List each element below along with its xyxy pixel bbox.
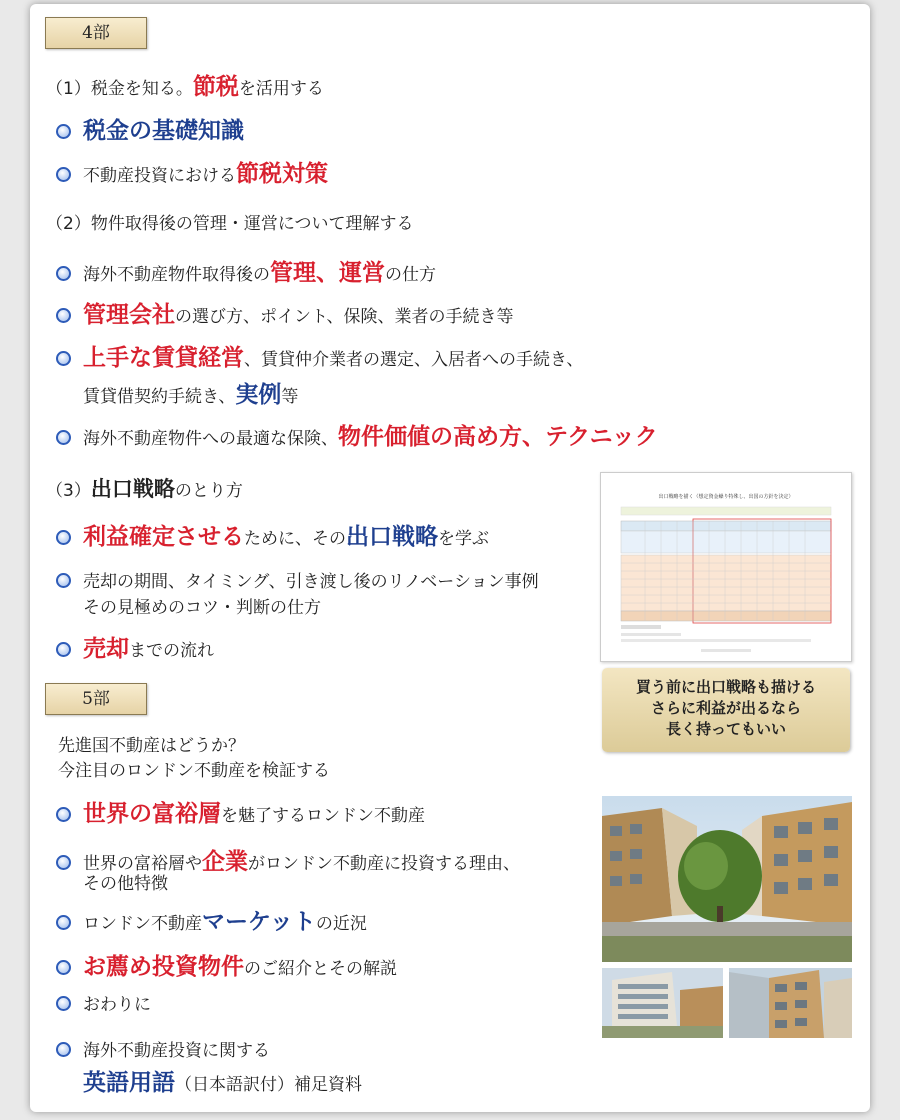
bullet-icon	[56, 915, 71, 930]
list-item-continuation: 英語用語（日本語訳付）補足資料	[83, 1069, 362, 1096]
list-item: 売却までの流れ	[56, 630, 214, 663]
callout-line: さらに利益が出るなら	[650, 699, 801, 717]
part-5-intro-line: 今注目のロンドン不動産を検証する	[58, 761, 330, 781]
exit-strategy-callout	[602, 668, 850, 752]
bullet-icon	[56, 308, 71, 323]
list-item: ロンドン不動産マーケットの近況	[56, 903, 367, 936]
bullet-icon	[56, 430, 71, 445]
bullet-icon	[56, 1042, 71, 1057]
bullet-icon	[56, 855, 71, 870]
bullet-icon	[56, 530, 71, 545]
bullet-icon	[56, 266, 71, 281]
part-5-intro-line: 先進国不動産はどうか？	[58, 736, 245, 756]
callout-line: 長く持ってもいい	[665, 720, 786, 738]
bullet-icon	[56, 124, 71, 139]
list-item: 上手な賃貸経営、賃貸仲介業者の選定、入居者への手続き、	[56, 339, 583, 372]
list-item: 管理会社の選び方、ポイント、保険、業者の手続き等	[56, 296, 513, 329]
bullet-icon	[56, 167, 71, 182]
list-item: 世界の富裕層を魅了するロンドン不動産	[56, 795, 425, 828]
bullet-icon	[56, 642, 71, 657]
bullet-icon	[56, 960, 71, 975]
list-item: 海外不動産物件への最適な保険、物件価値の高め方、テクニック	[56, 418, 658, 451]
callout-line: 買う前に出口戦略も描ける	[635, 678, 816, 696]
london-building-photo	[602, 796, 852, 962]
london-building-photo	[729, 968, 852, 1038]
spreadsheet-title: 出口戦略を描く（想定資金繰り特殊し、出国の方針を決定）	[658, 494, 794, 500]
list-item-continuation: その他特徴	[83, 874, 168, 894]
spreadsheet-grid	[601, 473, 851, 661]
list-item: 売却の期間、タイミング、引き渡し後のリノベーション事例	[56, 567, 539, 592]
london-building-photo	[602, 968, 723, 1038]
bullet-icon	[56, 807, 71, 822]
section-3-heading: （3）出口戦略のとり方	[46, 477, 243, 501]
list-item: おわりに	[56, 990, 151, 1015]
exit-strategy-spreadsheet-image	[600, 472, 852, 662]
list-item-continuation: その見極めのコツ・判断の仕方	[83, 598, 321, 618]
list-item: 世界の富裕層や企業がロンドン不動産に投資する理由、	[56, 843, 520, 876]
section-2-heading: （2）物件取得後の管理・運営について理解する	[46, 214, 414, 234]
list-item: 不動産投資における節税対策	[56, 155, 328, 188]
list-item-continuation: 賃貸借契約手続き、実例等	[83, 381, 299, 408]
bullet-icon	[56, 351, 71, 366]
section-1-heading: （1）税金を知る。節税を活用する	[46, 73, 324, 100]
london-building-illustration	[729, 968, 852, 1038]
part-4-badge: 4部	[45, 17, 147, 49]
london-building-illustration	[602, 796, 852, 962]
bullet-icon	[56, 573, 71, 588]
bullet-icon	[56, 996, 71, 1011]
part-5-badge: 5部	[45, 683, 147, 715]
list-item: お薦め投資物件のご紹介とその解説	[56, 948, 397, 981]
london-building-illustration	[602, 968, 723, 1038]
list-item: 海外不動産投資に関する	[56, 1036, 270, 1061]
list-item: 海外不動産物件取得後の管理、運営の仕方	[56, 254, 436, 287]
list-item: 利益確定させるために、その出口戦略を学ぶ	[56, 518, 489, 551]
list-item: 税金の基礎知識	[56, 112, 244, 145]
